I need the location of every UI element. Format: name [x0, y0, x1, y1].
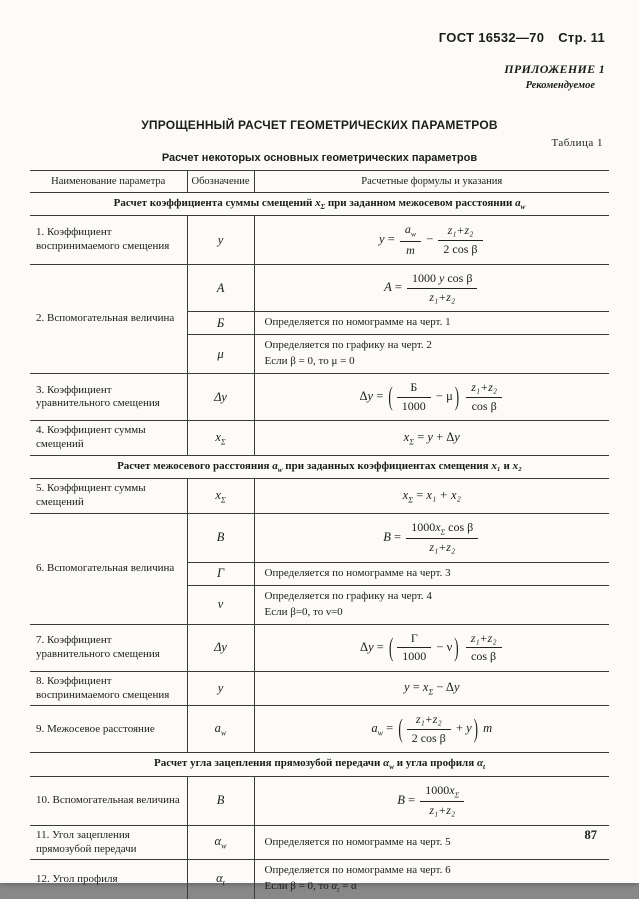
- math-sub: [215, 487, 226, 505]
- symbol-cell: [187, 312, 254, 335]
- text: Δ: [214, 640, 222, 655]
- text: Δ: [359, 389, 368, 404]
- math-text: z₁+z₂: [415, 712, 442, 727]
- sub-base: α: [331, 880, 338, 893]
- symbol-cell: [187, 562, 254, 585]
- math-text: y: [217, 232, 224, 247]
- text: Δ: [360, 639, 369, 654]
- math-text: m: [483, 721, 493, 736]
- math-text: z₁+z₂: [470, 630, 497, 645]
- text: Определяется по номограмме на черт. 5: [264, 835, 451, 848]
- formula-cell: [254, 265, 609, 312]
- sub-base: α: [216, 871, 223, 886]
- col-header-designation: Обозначение: [187, 171, 254, 193]
- text: −: [423, 232, 437, 247]
- symbol-cell: [187, 776, 254, 825]
- section-heading: [30, 455, 609, 478]
- formula-cell: [254, 374, 609, 421]
- text: 2 cos β: [443, 241, 478, 256]
- sub-index: w: [220, 728, 227, 738]
- math-text: A: [384, 280, 392, 295]
- fraction: [466, 631, 502, 665]
- sub-base: x: [403, 429, 410, 444]
- math-text: m: [406, 242, 415, 257]
- paren: (: [388, 631, 394, 662]
- sub-index: Σ: [220, 437, 226, 447]
- text: − μ: [432, 389, 453, 404]
- math-text: B: [397, 792, 405, 807]
- sub-base: x: [422, 680, 429, 695]
- text: Определяется по графику на черт. 4: [264, 589, 432, 602]
- math-text: y: [439, 271, 445, 286]
- formula-cell: [254, 216, 609, 265]
- sub-base: α: [476, 757, 484, 770]
- sub-base: a: [371, 721, 378, 736]
- math-sub: [422, 680, 434, 697]
- fraction-denominator: [397, 398, 431, 415]
- text: Расчет межосевого расстояния: [117, 459, 273, 472]
- running-header: [439, 30, 605, 45]
- text: Расчет коэффициента суммы смещений: [113, 197, 316, 209]
- sub-base: α: [383, 757, 390, 770]
- fraction-numerator: [406, 520, 478, 540]
- paren: (: [398, 713, 403, 744]
- formula-cell: [254, 671, 609, 706]
- formula-cell: [254, 513, 609, 562]
- sub-index: w: [221, 841, 227, 851]
- text: Определяется по номограмме на черт. 6: [264, 864, 451, 877]
- math-text: y: [454, 429, 460, 444]
- table-header-row: [30, 171, 609, 193]
- sub-index: w: [389, 763, 394, 772]
- section-heading: [30, 753, 609, 776]
- text: и: [500, 459, 513, 472]
- sub-index: Σ: [440, 527, 446, 537]
- math-text: y: [368, 639, 374, 654]
- math-text: B: [216, 793, 225, 808]
- text: = α: [339, 880, 357, 893]
- text: Расчет угла зацепления прямозубой передачи: [153, 757, 384, 770]
- math-text: μ: [217, 346, 224, 361]
- text: =: [384, 232, 398, 247]
- math-text: z₁+z₂: [447, 223, 474, 238]
- paren: ): [454, 381, 460, 412]
- fraction-numerator: [466, 631, 502, 649]
- param-name-cell: 2. Вспомогательная величина: [30, 265, 187, 374]
- sub-index: w: [520, 203, 526, 212]
- symbol-cell: [187, 585, 254, 624]
- param-name-cell: 3. Коэффициент уравнительного смещения: [30, 374, 187, 421]
- text: =: [404, 792, 419, 807]
- note-line: [265, 835, 605, 851]
- text: − Δ: [433, 680, 454, 695]
- note-cell: [254, 860, 609, 899]
- math-text: Г: [216, 566, 225, 581]
- math-sub: [515, 197, 526, 212]
- param-name-cell: 7. Коэффициент уравнительного смещения: [30, 624, 187, 671]
- fraction-numerator: [397, 631, 431, 649]
- fraction-denominator: [406, 539, 478, 556]
- table-row: [30, 265, 609, 312]
- sub-index: Σ: [409, 437, 415, 447]
- annex-kind-label: Рекомендуемое: [525, 80, 595, 91]
- math-sub: [402, 487, 414, 505]
- sub-index: t: [222, 878, 225, 888]
- symbol-cell: [187, 421, 254, 456]
- math-sub: [214, 834, 227, 851]
- text: Определяется по номограмме на черт. 3: [264, 566, 451, 579]
- fraction-numerator: [420, 783, 464, 803]
- sub-base: a: [272, 459, 278, 472]
- text: Определяется по номограмме на черт. 1: [264, 316, 451, 329]
- text: Если β=0, то ν=0: [264, 605, 343, 618]
- page-label: Стр. 11: [558, 30, 605, 45]
- math-sub: [272, 459, 283, 475]
- fraction-numerator: [466, 380, 502, 398]
- text: [461, 389, 464, 403]
- note-line: [265, 338, 605, 354]
- table-row: [30, 671, 609, 706]
- math-text: x₁: [491, 459, 501, 472]
- symbol-cell: [187, 825, 254, 860]
- table-row: [30, 624, 609, 671]
- sub-index: w: [277, 466, 283, 475]
- page-number: 87: [584, 828, 597, 842]
- fraction-denominator: [466, 398, 502, 415]
- math-sub: [449, 782, 460, 800]
- text: =: [409, 680, 423, 695]
- text: =: [373, 389, 387, 404]
- text: =: [390, 529, 405, 544]
- fraction: [397, 380, 431, 414]
- sub-base: x: [435, 519, 441, 534]
- sub-base: x: [215, 429, 221, 444]
- note-line: [265, 566, 605, 582]
- text: 2 cos β: [411, 730, 446, 745]
- fraction: [400, 222, 421, 258]
- text: Г: [410, 630, 418, 645]
- paren: ): [473, 713, 479, 744]
- fraction: [406, 520, 478, 556]
- text: Если β = 0, то: [264, 880, 332, 893]
- param-name-cell: 5. Коэффициент суммы смещений: [30, 479, 187, 514]
- text: 1000: [425, 782, 450, 797]
- text: Δ: [214, 389, 222, 404]
- note-line: [265, 863, 605, 879]
- table-row: [30, 479, 609, 514]
- text: − ν: [433, 639, 453, 654]
- sub-index: w: [377, 728, 384, 738]
- paren: (: [388, 381, 393, 412]
- text: +: [452, 721, 467, 736]
- fraction-numerator: [438, 223, 482, 241]
- fraction-denominator: [420, 802, 464, 819]
- math-text: z₁+z₂: [471, 380, 498, 395]
- math-sub: [476, 757, 486, 772]
- text: =: [414, 429, 428, 444]
- fraction-denominator: [407, 730, 451, 747]
- param-name-cell: 11. Угол зацепления прямозубой передачи: [30, 825, 187, 860]
- text: =: [413, 487, 427, 502]
- text: cos β: [444, 271, 473, 286]
- sub-index: t: [337, 886, 340, 895]
- text: cos β: [445, 519, 474, 534]
- document-subtitle: Расчет некоторых основных геометрических параметров: [161, 152, 478, 164]
- math-text: B: [216, 530, 225, 545]
- note-cell: [254, 312, 609, 335]
- text: и угла профиля: [393, 757, 477, 770]
- section-heading-row: [30, 455, 609, 478]
- symbol-cell: [187, 706, 254, 753]
- table-label: Таблица 1: [551, 137, 603, 149]
- section-heading-row: [30, 193, 609, 216]
- param-name-cell: 10. Вспомогательная величина: [30, 776, 187, 825]
- text: Б: [410, 380, 418, 395]
- text: 1000: [411, 519, 436, 534]
- symbol-cell: [187, 860, 254, 899]
- math-text: y: [217, 681, 224, 696]
- sub-base: a: [515, 197, 521, 209]
- fraction-denominator: [407, 289, 477, 306]
- sub-base: x: [315, 197, 321, 209]
- sub-index: Σ: [454, 790, 460, 800]
- math-text: B: [383, 529, 391, 544]
- text: Определяется по графику на черт. 2: [264, 339, 432, 352]
- math-text: Б: [216, 315, 225, 330]
- fraction: [397, 631, 431, 665]
- math-sub: [216, 871, 225, 888]
- fraction: [407, 271, 477, 305]
- text: при заданном межосевом расстоянии: [325, 197, 516, 209]
- math-text: y: [427, 429, 433, 444]
- table-body: [30, 193, 609, 899]
- table-row: [30, 513, 609, 562]
- math-text: x₁ + x₂: [426, 487, 461, 502]
- param-name-cell: 1. Коэффициент воспринимаемого смещения: [30, 216, 187, 265]
- text: 1000: [401, 398, 426, 413]
- annex-label: ПРИЛОЖЕНИЕ 1: [504, 62, 605, 76]
- sub-base: x: [402, 487, 409, 502]
- note-cell: [254, 562, 609, 585]
- table-wrapper: [30, 170, 609, 899]
- text: cos β: [471, 649, 497, 664]
- symbol-cell: [187, 265, 254, 312]
- sub-base: α: [214, 834, 222, 849]
- note-line: [265, 589, 605, 605]
- sub-index: t: [483, 763, 486, 772]
- param-name-cell: 9. Межосевое расстояние: [30, 706, 187, 753]
- text: + Δ: [432, 429, 455, 444]
- fraction: [438, 223, 482, 257]
- math-sub: [404, 222, 417, 239]
- fraction: [466, 380, 502, 414]
- fraction-numerator: [397, 380, 431, 398]
- note-line: [265, 605, 605, 621]
- table-row: [30, 825, 609, 860]
- paren: ): [454, 631, 459, 662]
- text: cos β: [471, 398, 497, 413]
- col-header-parameter-name: Наименование параметра: [30, 171, 187, 193]
- symbol-cell: [187, 624, 254, 671]
- math-text: ν: [217, 597, 224, 612]
- math-text: y: [221, 389, 227, 404]
- table-row: [30, 216, 609, 265]
- sub-base: a: [404, 222, 411, 237]
- param-name-cell: 12. Угол профиля: [30, 860, 187, 899]
- table-row: [30, 860, 609, 899]
- note-line: [265, 354, 605, 370]
- math-text: x₂: [512, 459, 522, 472]
- text: =: [373, 639, 387, 654]
- fraction-numerator: [407, 271, 477, 289]
- sub-index: Σ: [408, 495, 414, 505]
- document-title: УПРОЩЕННЫЙ РАСЧЕТ ГЕОМЕТРИЧЕСКИХ ПАРАМЕТРОВ: [141, 118, 498, 132]
- sub-base: x: [449, 782, 455, 797]
- section-heading-row: [30, 753, 609, 776]
- text: при заданных коэффициентах смещения: [282, 459, 492, 472]
- param-name-cell: 6. Вспомогательная величина: [30, 513, 187, 624]
- fraction-denominator: [438, 241, 482, 258]
- formula-cell: [254, 706, 609, 753]
- math-sub: [371, 721, 384, 738]
- math-text: z₁+z₂: [429, 289, 456, 304]
- symbol-cell: [187, 513, 254, 562]
- symbol-cell: [187, 479, 254, 514]
- note-line: [265, 315, 605, 331]
- math-sub: [215, 429, 226, 447]
- math-text: y: [367, 389, 374, 404]
- param-name-cell: 8. Коэффициент воспринимаемого смещения: [30, 671, 187, 706]
- table-row: [30, 421, 609, 456]
- sub-index: Σ: [320, 203, 326, 212]
- symbol-cell: [187, 335, 254, 374]
- text: =: [383, 721, 397, 736]
- sub-index: w: [410, 229, 417, 239]
- math-sub: [403, 429, 415, 447]
- math-text: y: [404, 680, 410, 695]
- text: Если β = 0, то μ = 0: [264, 355, 355, 368]
- math-sub: [214, 721, 227, 738]
- gost-number: ГОСТ 16532—70: [438, 30, 545, 45]
- sub-index: Σ: [220, 495, 226, 505]
- fraction-numerator: [407, 712, 451, 730]
- text: =: [391, 280, 406, 295]
- symbol-cell: [187, 374, 254, 421]
- table-row: [30, 374, 609, 421]
- formula-cell: [254, 776, 609, 825]
- text: 1000: [402, 649, 427, 664]
- section-heading: [30, 193, 609, 216]
- math-text: y: [466, 721, 472, 736]
- math-text: z₁+z₂: [429, 803, 456, 818]
- fraction-numerator: [400, 222, 421, 242]
- math-text: y: [453, 680, 460, 695]
- math-sub: [315, 197, 326, 212]
- text: 1000: [412, 271, 440, 286]
- formula-cell: [254, 421, 609, 456]
- note-cell: [254, 585, 609, 624]
- note-line: [265, 879, 605, 896]
- symbol-cell: [187, 671, 254, 706]
- math-text: y: [221, 640, 227, 655]
- param-name-cell: 4. Коэффициент суммы смещений: [30, 421, 187, 456]
- note-cell: [254, 335, 609, 374]
- note-cell: [254, 825, 609, 860]
- sub-base: x: [215, 487, 221, 502]
- fraction-denominator: [466, 648, 502, 665]
- math-text: A: [216, 280, 225, 295]
- sub-base: a: [214, 721, 221, 736]
- math-text: y: [379, 232, 385, 247]
- formula-cell: [254, 479, 609, 514]
- symbol-cell: [187, 216, 254, 265]
- col-header-formulas: Расчетные формулы и указания: [254, 171, 609, 193]
- fraction-denominator: [400, 242, 421, 259]
- fraction-denominator: [397, 648, 431, 665]
- math-text: z₁+z₂: [429, 540, 456, 555]
- table-row: [30, 776, 609, 825]
- fraction: [420, 783, 464, 819]
- math-sub: [435, 519, 446, 537]
- sub-index: Σ: [428, 687, 434, 697]
- table-row: [30, 706, 609, 753]
- text: [461, 640, 464, 654]
- formula-cell: [254, 624, 609, 671]
- parameters-table: [30, 170, 609, 899]
- fraction: [407, 712, 451, 746]
- math-sub: [383, 757, 394, 772]
